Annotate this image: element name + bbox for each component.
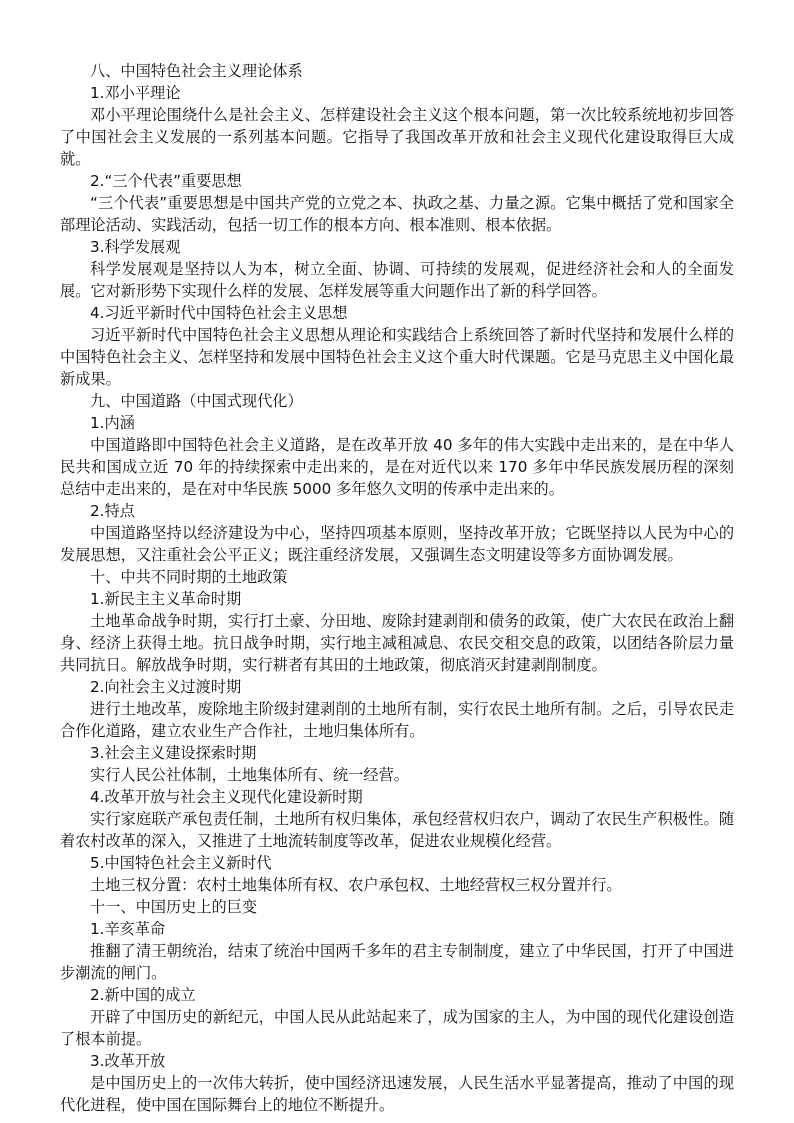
subheading: 2.特点 <box>90 502 135 520</box>
paragraph: 推翻了清王朝统治，结束了统治中国两千多年的君主专制制度，建立了中华民国，打开了中国进步潮流的闸门。 <box>60 942 734 982</box>
subheading: 4.习近平新时代中国特色社会主义思想 <box>90 304 348 322</box>
paragraph: “三个代表”重要思想是中国共产党的立党之本、执政之基、力量之源。它集中概括了党和国家全部理论活动、实践活动，包括一切工作的根本方向、根本准则、根本依据。 <box>60 194 734 234</box>
paragraph: 邓小平理论围绕什么是社会主义、怎样建设社会主义这个根本问题，第一次比较系统地初步回答了中国社会主义发展的一系列基本问题。它指导了我国改革开放和社会主义现代化建设取得巨大成就。 <box>60 106 734 168</box>
paragraph: 是中国历史上的一次伟大转折，使中国经济迅速发展，人民生活水平显著提高，推动了中国的现代化进程，使中国在国际舞台上的地位不断提升。 <box>60 1074 734 1114</box>
subheading: 4.改革开放与社会主义现代化建设新时期 <box>90 788 363 806</box>
subheading: 5.中国特色社会主义新时代 <box>90 854 272 872</box>
subheading: 1.辛亥革命 <box>90 920 166 938</box>
subheading: 1.内涵 <box>90 414 135 432</box>
subheading: 2.“三个代表”重要思想 <box>90 172 242 190</box>
paragraph: 土地三权分置：农村土地集体所有权、农户承包权、土地经营权三权分置并行。 <box>90 876 622 894</box>
subheading: 2.向社会主义过渡时期 <box>90 678 242 696</box>
paragraph: 开辟了中国历史的新纪元，中国人民从此站起来了，成为国家的主人，为中国的现代化建设创造了根本前提。 <box>60 1008 734 1048</box>
subheading: 3.社会主义建设探索时期 <box>90 744 257 762</box>
paragraph: 进行土地改革，废除地主阶级封建剥削的土地所有制，实行农民土地所有制。之后，引导农民走合作化道路，建立农业生产合作社，土地归集体所有。 <box>60 700 734 740</box>
paragraph: 实行人民公社体制，土地集体所有、统一经营。 <box>90 766 409 784</box>
paragraph: 习近平新时代中国特色社会主义思想从理论和实践结合上系统回答了新时代坚持和发展什么样的中国特色社会主义、怎样坚持和发展中国特色社会主义这个重大时代课题。它是马克思主义中国化最新成果。 <box>60 326 734 388</box>
paragraph: 中国道路坚持以经济建设为中心，坚持四项基本原则，坚持改革开放；它既坚持以人民为中心的发展思想，又注重社会公平正义；既注重经济发展，又强调生态文明建设等多方面协调发展。 <box>60 524 734 564</box>
section-heading: 十、中共不同时期的土地政策 <box>90 568 288 586</box>
paragraph: 中国道路即中国特色社会主义道路，是在改革开放 40 多年的伟大实践中走出来的，是在中华人民共和国成立近 70 年的持续探索中走出来的，是在对近代以来 170 多年中华民族发展历程的深刻总结中走出来的，是在对中华民族 5000 多年悠久文明的传承中走出来的。 <box>60 436 734 498</box>
section-heading: 九、中国道路（中国式现代化） <box>90 392 303 410</box>
subheading: 3.科学发展观 <box>90 238 181 256</box>
paragraph: 土地革命战争时期，实行打土豪、分田地、废除封建剥削和债务的政策，使广大农民在政治上翻身、经济上获得土地。抗日战争时期，实行地主减租减息、农民交租交息的政策，以团结各阶层力量共同抗日。解放战争时期，实行耕者有其田的土地政策，彻底消灭封建剥削制度。 <box>60 612 734 674</box>
subheading: 1.新民主主义革命时期 <box>90 590 242 608</box>
subheading: 1.邓小平理论 <box>90 84 181 102</box>
subheading: 3.改革开放 <box>90 1052 166 1070</box>
paragraph: 实行家庭联产承包责任制，土地所有权归集体，承包经营权归农户，调动了农民生产积极性。随着农村改革的深入，又推进了土地流转制度等改革，促进农业规模化经营。 <box>60 810 734 850</box>
section-heading: 十一、中国历史上的巨变 <box>90 898 258 916</box>
section-heading: 八、中国特色社会主义理论体系 <box>90 62 303 80</box>
paragraph: 科学发展观是坚持以人为本，树立全面、协调、可持续的发展观，促进经济社会和人的全面发展。它对新形势下实现什么样的发展、怎样发展等重大问题作出了新的科学回答。 <box>60 260 734 300</box>
subheading: 2.新中国的成立 <box>90 986 196 1004</box>
